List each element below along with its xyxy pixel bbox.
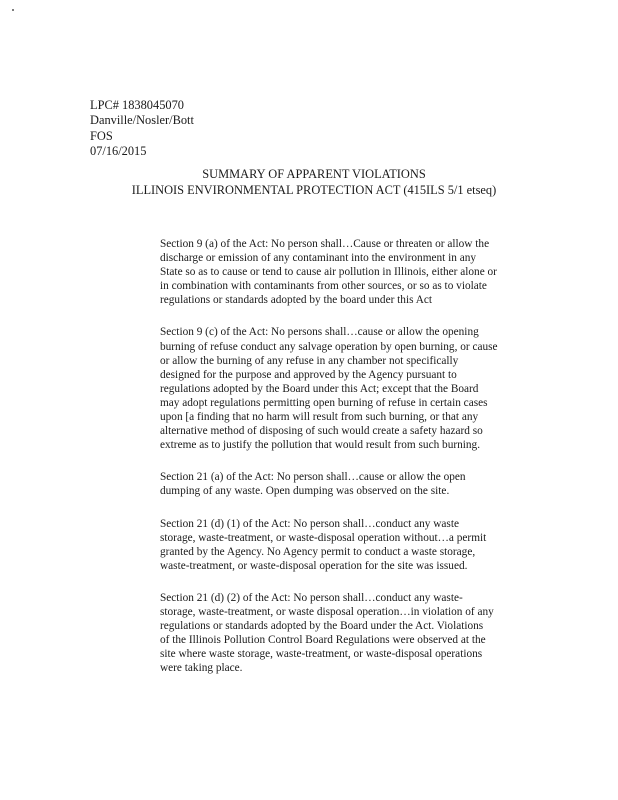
text-line: State so as to cause or tend to cause air pollution in Illinois, either alone or	[160, 266, 497, 279]
text-line: storage, waste-treatment, or waste disposal operation…in violation of any	[160, 605, 494, 618]
violation-section-21a	[160, 470, 530, 498]
text-line: upon [a finding that no harm will result from such burning, or that any	[160, 411, 479, 424]
text-line: granted by the Agency. No Agency permit to conduct a waste storage,	[160, 545, 476, 558]
title-line-2: ILLINOIS ENVIRONMENTAL PROTECTION ACT (415ILS 5/1 etseq)	[131, 182, 497, 197]
text-line: site where waste storage, waste-treatment, or waste-disposal operations	[160, 648, 483, 661]
lpc-number: LPC# 1838045070	[90, 98, 184, 112]
text-line: alternative method of disposing of such would create a safety hazard so	[160, 425, 483, 438]
text-line: Section 9 (c) of the Act: No persons shall…cause or allow the opening	[160, 326, 479, 339]
text-line: waste-treatment, or waste-disposal operation for the site was issued.	[160, 559, 468, 572]
text-line: of the Illinois Pollution Control Board Regulations were observed at the	[160, 634, 486, 647]
text-line: extreme as to justify the pollution that would result from such burning.	[160, 439, 481, 452]
text-line: regulations adopted by the Board under this Act; except that the Board	[160, 382, 479, 395]
title-line-1: SUMMARY OF APPARENT VIOLATIONS	[202, 167, 426, 181]
text-line: Section 21 (a) of the Act: No person shall…cause or allow the open	[160, 471, 466, 484]
text-line: regulations or standards adopted by the board under this Act	[160, 294, 433, 307]
site-name: Danville/Nosler/Bott	[90, 113, 194, 128]
text-line: or allow the burning of any refuse in any chamber not specifically	[160, 354, 459, 367]
document-date: 07/16/2015	[90, 144, 147, 159]
violation-section-21d2	[160, 591, 530, 676]
header-block	[90, 98, 194, 160]
text-line: Section 9 (a) of the Act: No person shall…Cause or threaten or allow the	[160, 238, 490, 250]
text-line: may adopt regulations permitting open burning of refuse in certain cases	[160, 396, 488, 409]
violations-list	[160, 237, 530, 693]
office-code: FOS	[90, 128, 113, 143]
text-line: in combination with contaminants from other sources, or so as to violate	[160, 280, 487, 293]
text-line: were taking place.	[160, 662, 243, 675]
text-line: dumping of any waste. Open dumping was observed on the site.	[160, 485, 450, 498]
text-line: designed for the purpose and approved by the Agency pursuant to	[160, 368, 457, 381]
violation-section-9a	[160, 237, 530, 307]
document-title	[0, 167, 618, 198]
text-line: burning of refuse conduct any salvage operation by open burning, or cause	[160, 340, 498, 353]
text-line: Section 21 (d) (1) of the Act: No person shall…conduct any waste	[160, 517, 459, 530]
violation-section-9c	[160, 325, 530, 452]
text-line: discharge or emission of any contaminant into the environment in any	[160, 252, 477, 265]
text-line: regulations or standards adopted by the Board under the Act. Violations	[160, 620, 484, 633]
text-line: Section 21 (d) (2) of the Act: No person shall…conduct any waste-	[160, 591, 463, 604]
violation-section-21d1	[160, 517, 530, 573]
text-line: storage, waste-treatment, or waste-disposal operation without…a permit	[160, 531, 487, 544]
scan-speck	[12, 9, 14, 11]
